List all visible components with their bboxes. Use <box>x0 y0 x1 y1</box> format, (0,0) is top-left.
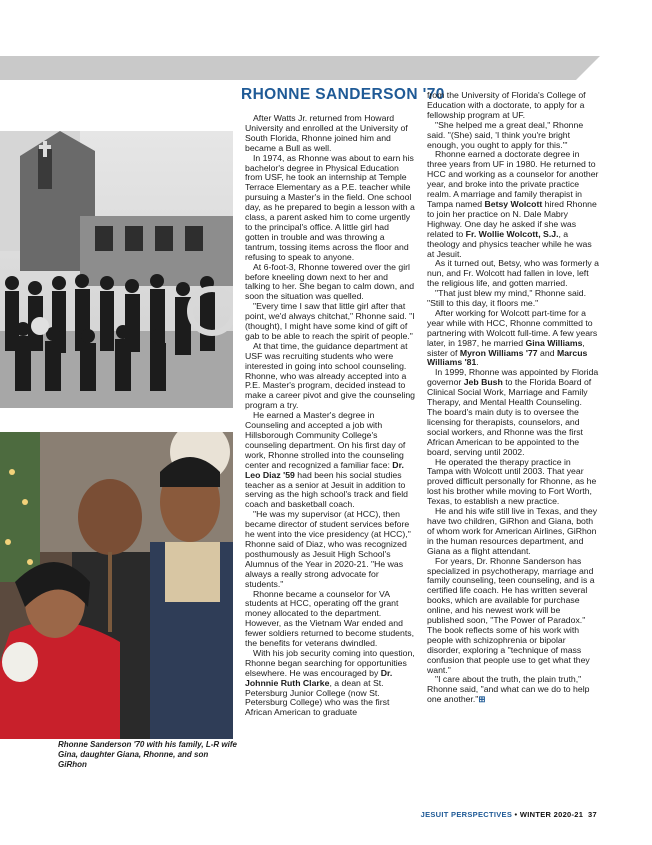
text: , a theology and physics teacher while he was at Jesuit. <box>427 228 592 259</box>
paragraph: "Every time I saw that little girl after that point, we'd always chitchat," Rhonne said. "I (thought), I might have some kind of gift of gab to be able to reach the spirit of people." <box>245 301 415 341</box>
article-column-1 <box>245 114 415 718</box>
article-column-2 <box>427 91 599 705</box>
band-photo <box>0 131 233 408</box>
paragraph <box>427 368 599 457</box>
text: He earned a Master's degree in Counseling and accepted a job with Hillsborough Community College's counseling department. On his first day of work, Rhonne strolled into the counseling center and recognized a familiar face: <box>245 410 406 470</box>
text: With his job security coming into question, Rhonne began searching for opportunities elsewhere. He was encouraged by <box>245 647 415 678</box>
end-mark-icon: ⊞ <box>478 694 486 705</box>
header-band <box>0 56 600 80</box>
text: In 1999, Rhonne was appointed by Florida governor <box>427 367 599 388</box>
paragraph: "He was my supervisor (at HCC), then became director of student services before he went into the vice presidency (at HCC)," Rhonne said of Diaz, who was recognized posthumously as Jesuit High School's Alumnus of the Year in 2020-21. "He was always a really strong advocate for students." <box>245 509 411 589</box>
paragraph: At that time, the guidance department at USF was recruiting students who were interested in going into school counseling. Rhonne, who was already accepted into a P.E. Master's program, decided instead to make a career pivot and give the counseling program a try. <box>245 340 415 411</box>
family-photo <box>0 432 233 739</box>
name-bold: Betsy Wolcott <box>484 198 543 209</box>
name-bold: Marcus Williams '81 <box>427 347 588 368</box>
paragraph: Rhonne became a counselor for VA students at HCC, operating off the grant money allocated to the department. However, as the Vietnam War ended and fewer soldiers returned to become students, the benefits for veterans dwindled. <box>245 588 415 649</box>
name-bold: Dr. Leo Diaz '59 <box>245 459 404 480</box>
name-bold: Dr. Johnnie Ruth Clarke <box>245 667 393 688</box>
page-number: 37 <box>588 810 597 819</box>
paragraph <box>427 150 599 259</box>
publication-name: JESUIT PERSPECTIVES <box>420 810 513 819</box>
name-bold: Jeb Bush <box>463 377 503 388</box>
name-bold: Gina Williams <box>525 337 583 348</box>
family-photo-image <box>0 432 233 739</box>
paragraph: As it turned out, Betsy, who was formerly a nun, and Fr. Wolcott had fallen in love, left the religious life, and gotten married. <box>427 258 600 289</box>
page-footer <box>421 810 597 819</box>
paragraph: He operated the therapy practice in Tampa with Wolcott until 2003. That year proved difficult personally for Rhonne, as he lost his brother while moving to Fort Worth, Texas, to establish a new practice. <box>427 456 597 507</box>
paragraph <box>427 309 599 368</box>
paragraph <box>245 649 415 718</box>
name-bold: Fr. Wollie Wolcott, S.J. <box>465 228 559 239</box>
paragraph <box>427 675 599 705</box>
text: Rhonne earned a doctorate degree in three years from UF in 1980. He returned to HCC and working as a counselor for another year, and broke into the private practice realm. A marriage and family therapist in Tampa named <box>427 149 599 209</box>
text: . <box>476 357 479 368</box>
paragraph: In 1974, as Rhonne was about to earn his bachelor's degree in Physical Education from USF, he took an internship at Temple Terrace Elementary as a P.E. teacher while pursuing a Master's in the field. One school day, as he prepared to begin a lesson with a class, a parent asked him to come urgently to the principal's office. A little girl had gotten in trouble and was throwing a tantrum, tossing items across the floor and refusing to speak to anyone. <box>245 152 415 262</box>
text: and <box>537 347 557 358</box>
text: hired Rhonne to join her practice on N. Dale Mabry Highway. One day he asked if she was related to <box>427 198 597 239</box>
text: After working for Wolcott part-time for a year while with HCC, Rhonne committed to partnering with Wolcott full-time. A few years later, in 1987, he married <box>427 307 598 348</box>
paragraph: For years, Dr. Rhonne Sanderson has specialized in psychotherapy, marriage and family counseling, teen counseling, and is a certified life coach. He has written several books, which are available for purchase online, and his newest work will be published soon, "The Power of Paradox." The book reflects some of his work with people with schizophrenia or bipolar disorder, exploring a "technique of mass confusion that people use to get what they want." <box>427 555 595 675</box>
paragraph: At 6-foot-3, Rhonne towered over the girl before kneeling down next to her and talking to her. She began to calm down, and soon the situation was quelled. <box>245 261 415 302</box>
paragraph <box>245 411 415 510</box>
text: to the Florida Board of Clinical Social Work, Marriage and Family Therapy, and Mental Health Counseling. The board's main duty is to oversee the licensing for therapists, counselors, and social workers, and Rhonne was the first African American to be appointed to the board, serving until 2002. <box>427 377 592 457</box>
band-photo-image <box>0 131 233 408</box>
issue-label: • WINTER 2020-21 <box>512 810 584 819</box>
paragraph: After Watts Jr. returned from Howard University and enrolled at the University of South Florida, Rhonne joined him and became a Bull as well. <box>245 113 408 153</box>
article-headline: RHONNE SANDERSON '70 <box>241 86 445 103</box>
paragraph: from the University of Florida's College of Education with a doctorate, to apply for a fellowship program at UF. <box>427 90 586 120</box>
name-bold: Myron Williams '77 <box>459 347 538 358</box>
paragraph: "That just blew my mind," Rhonne said. "Still to this day, it floors me." <box>427 288 587 309</box>
photo-caption: Rhonne Sanderson '70 with his family, L-R wife Gina, daughter Giana, Rhonne, and son GiRhon <box>58 740 237 769</box>
paragraph: He and his wife still live in Texas, and they have two children, GiRhon and Giana, both of whom work for American Airlines, GiRhon in the human resources department, and Giana as a flight attendant. <box>427 506 598 556</box>
text: , a dean at St. Petersburg Junior College (now St. Petersburg College) who was the first African American to graduate <box>245 677 390 718</box>
text: , sister of <box>427 337 585 358</box>
paragraph: "She helped me a great deal," Rhonne said. "(She) said, 'I think you're bright enough, you ought to apply for this.'" <box>427 119 584 150</box>
text: "I care about the truth, the plain truth," Rhonne said, "and what can we do to help one another." <box>427 674 590 705</box>
text: had been his social studies teacher as a senior at Jesuit in addition to serving as the high school's track and field coach and basketball coach. <box>245 469 408 510</box>
